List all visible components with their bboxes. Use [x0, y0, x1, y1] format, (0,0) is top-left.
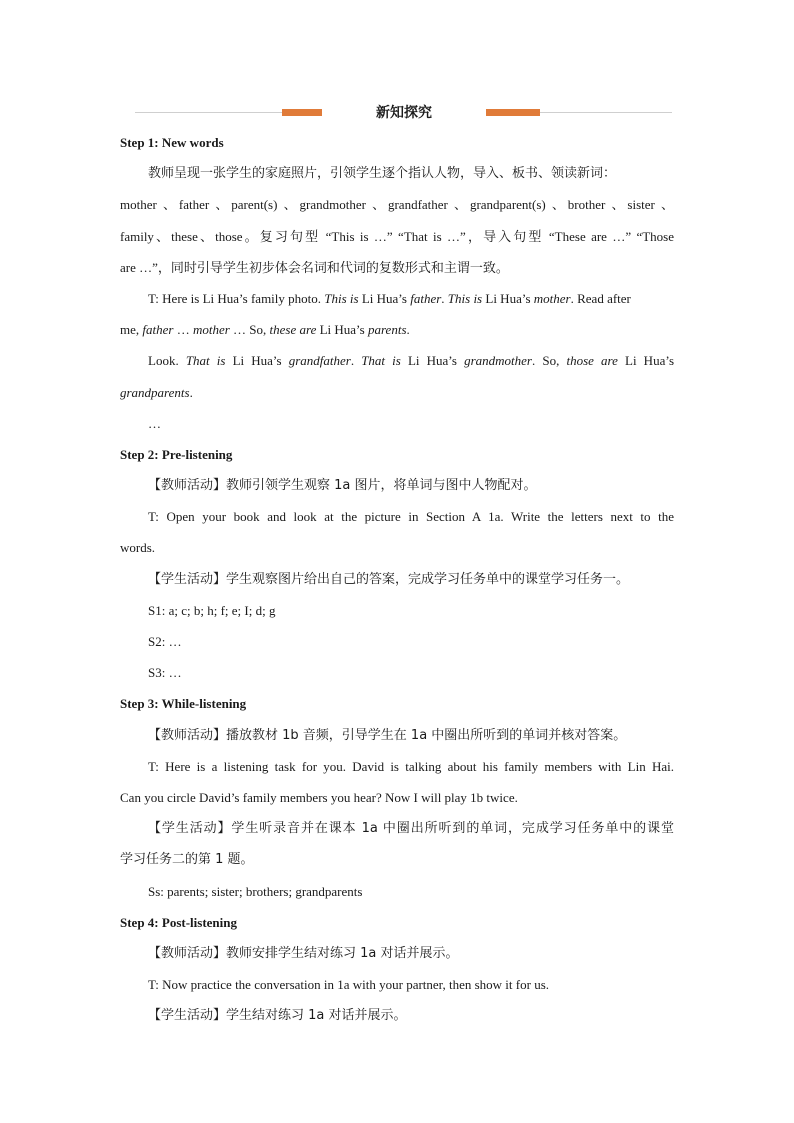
paragraph-line: 【学生活动】学生观察图片给出自己的答案，完成学习任务单中的课堂学习任务一。: [148, 571, 630, 587]
paragraph-line: 【教师活动】教师安排学生结对练习 1a 对话并展示。: [148, 945, 459, 961]
section-header: [0, 100, 794, 124]
step-heading: Step 3: While-listening: [120, 696, 247, 712]
paragraph-line: S3: …: [148, 665, 182, 681]
paragraph-line: T: Open your book and look at the picture in Section A 1a. Write the letters next to the: [148, 509, 674, 525]
paragraph-line: words.: [120, 540, 156, 556]
step-heading: Step 4: Post-listening: [120, 914, 237, 930]
paragraph-line: 学习任务二的第 1 题。: [120, 852, 254, 868]
paragraph-line: me, father … mother … So, these are Li Hua’s parents.: [120, 322, 410, 338]
paragraph-line: T: Here is a listening task for you. David is talking about his family members with Lin Hai.: [148, 758, 674, 774]
header-rule-right: [540, 112, 672, 113]
paragraph-line: T: Now practice the conversation in 1a with your partner, then show it for us.: [148, 977, 550, 993]
paragraph-line: grandparents.: [120, 384, 193, 400]
paragraph-line: Look. That is Li Hua’s grandfather. That is Li Hua’s grandmother. So, those are Li Hua’s: [148, 353, 674, 369]
section-title: 新知探究: [376, 105, 432, 121]
lesson-content: [120, 127, 674, 1031]
paragraph-line: 【学生活动】学生结对练习 1a 对话并展示。: [148, 1008, 407, 1024]
header-accent-bar-left: [282, 109, 322, 116]
step-heading: Step 1: New words: [120, 135, 224, 150]
paragraph-line: 【教师活动】播放教材 1b 音频，引导学生在 1a 中圈出所听到的单词并核对答案。: [148, 727, 627, 743]
step-heading: Step 2: Pre-listening: [120, 446, 233, 462]
paragraph-line: S1: a; c; b; h; f; e; I; d; g: [148, 602, 276, 618]
paragraph-line: Can you circle David’s family members you hear? Now I will play 1b twice.: [120, 789, 518, 805]
header-accent-bar-right: [486, 109, 540, 116]
paragraph-line: family、these、those。复习句型 “This is …” “That is …”，导入句型 “These are …” “Those: [120, 228, 674, 244]
paragraph-line: mother 、father 、parent(s) 、grandmother 、grandfather 、grandparent(s) 、brother 、sister 、: [120, 197, 674, 213]
paragraph-line: are …”，同时引导学生初步体会名词和代词的复数形式和主谓一致。: [120, 259, 509, 275]
paragraph-line: 【学生活动】学生听录音并在课本 1a 中圈出所听到的单词，完成学习任务单中的课堂: [148, 821, 674, 837]
paragraph-line: T: Here is Li Hua’s family photo. This is Li Hua’s father. This is Li Hua’s mother. Read after: [148, 290, 631, 306]
paragraph-line: 【教师活动】教师引领学生观察 1a 图片，将单词与图中人物配对。: [148, 478, 537, 494]
paragraph-line: Ss: parents; sister; brothers; grandparents: [148, 883, 363, 899]
paragraph-line: S2: …: [148, 634, 182, 649]
paragraph-line: 教师呈现一张学生的家庭照片，引领学生逐个指认人物，导入、板书、领读新词：: [148, 166, 617, 182]
paragraph-line: …: [148, 415, 161, 431]
header-rule-left: [135, 112, 282, 113]
